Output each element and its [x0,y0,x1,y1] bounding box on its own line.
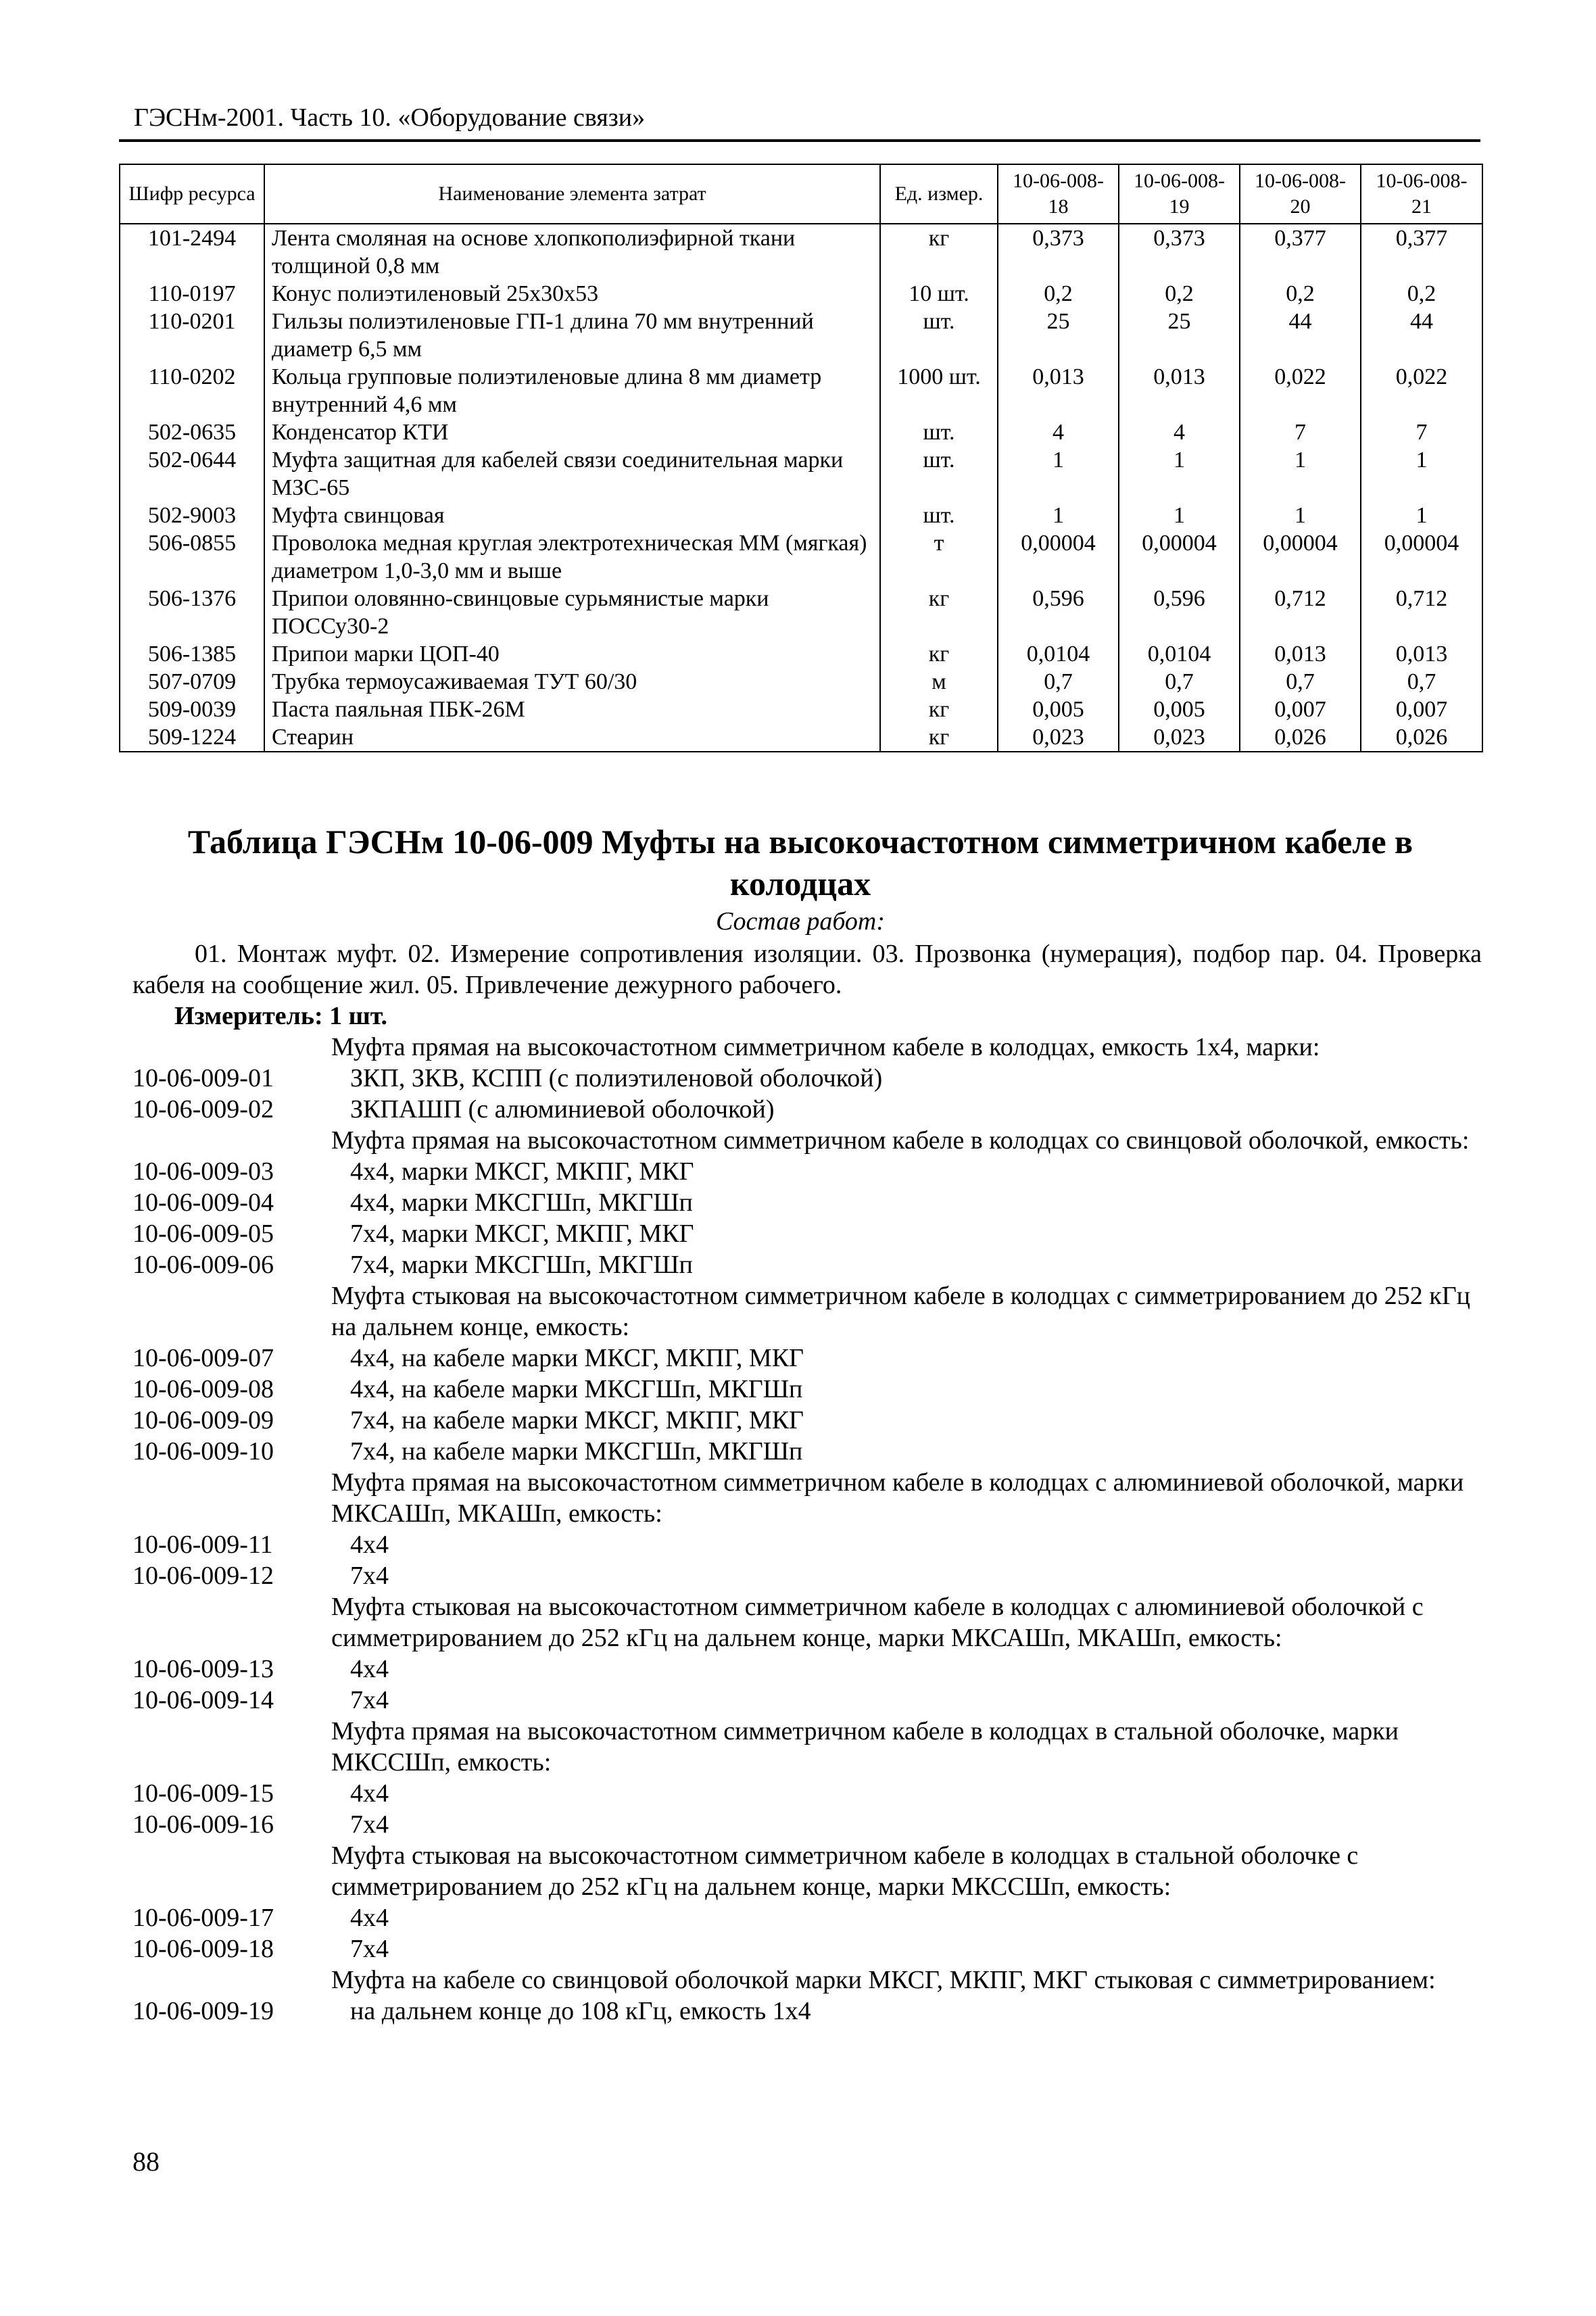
cell-v2: 0,0104 [1119,640,1240,668]
cell-v3: 0,00004 [1240,529,1361,585]
cell-v2: 0,023 [1119,723,1240,752]
cell-v1: 0,2 [998,280,1119,308]
entry-text: 7х4, марки МКСГШп, МКГШп [350,1251,693,1279]
entry-text: 4х4 [350,1779,389,1808]
cell-unit: 10 шт. [880,280,998,308]
entry-item [132,1249,1482,1280]
entry-item [132,1094,1482,1125]
cell-unit: шт. [880,418,998,446]
resource-table [119,164,1483,752]
cell-code: 110-0201 [120,308,264,363]
cell-v2: 0,013 [1119,363,1240,418]
column-header-v1: 10-06-008-18 [998,164,1119,224]
cell-v4: 1 [1361,502,1482,529]
entry-heading: Муфта стыковая на высокочастотном симметричном кабеле в колодцах в стальной оболочке с симметрированием до 252 кГц на дальнем конце, марки МКССШп, емкость: [331,1841,1359,1901]
column-header-v4: 10-06-008-21 [1361,164,1482,224]
entry-text: 7х4, на кабеле марки МКСГ, МКПГ, МКГ [350,1406,804,1434]
cell-v3: 44 [1240,308,1361,363]
entry-code: 10-06-009-16 [132,1810,274,1839]
entry-item [132,1218,1482,1249]
cell-v3: 1 [1240,446,1361,502]
cell-v4: 0,026 [1361,723,1482,752]
cell-unit: шт. [880,446,998,502]
column-header-v2: 10-06-008-19 [1119,164,1240,224]
column-header-v3: 10-06-008-20 [1240,164,1361,224]
entry-text: 7х4 [350,1686,389,1714]
entry-code: 10-06-009-07 [132,1344,274,1372]
cell-code: 502-0644 [120,446,264,502]
entry-code: 10-06-009-13 [132,1655,274,1683]
cell-name: Припои марки ЦОП-40 [264,640,880,668]
table-row [120,696,1482,723]
cell-code: 509-0039 [120,696,264,723]
entry-text: 7х4 [350,1562,389,1590]
entry-text: 7х4 [350,1935,389,1963]
entry-text: 4х4, марки МКСГ, МКПГ, МКГ [350,1157,694,1186]
cell-v2: 1 [1119,446,1240,502]
cell-unit: т [880,529,998,585]
cell-unit: кг [880,585,998,640]
cell-name: Паста паяльная ПБК-26М [264,696,880,723]
cell-unit: шт. [880,308,998,363]
entry-code: 10-06-009-02 [132,1095,274,1124]
meter-label [174,1000,387,1032]
cell-code: 502-0635 [120,418,264,446]
cell-v4: 0,712 [1361,585,1482,640]
cell-v2: 1 [1119,502,1240,529]
entry-text: 4х4, на кабеле марки МКСГ, МКПГ, МКГ [350,1344,804,1372]
cell-v1: 0,005 [998,696,1119,723]
entry-code: 10-06-009-01 [132,1064,274,1092]
cell-code: 506-0855 [120,529,264,585]
entry-item [132,1902,1482,1933]
entry-item [132,1436,1482,1467]
cell-v4: 0,7 [1361,668,1482,696]
entry-code: 10-06-009-08 [132,1375,274,1403]
table-row [120,585,1482,640]
column-header-code: Шифр ресурса [120,164,264,224]
cell-v2: 0,7 [1119,668,1240,696]
entry-code: 10-06-009-12 [132,1562,274,1590]
cell-name: Припои оловянно-свинцовые сурьмянистые марки ПОССу30-2 [264,585,880,640]
cell-unit: м [880,668,998,696]
entry-text: 7х4, марки МКСГ, МКПГ, МКГ [350,1220,694,1248]
cell-code: 110-0202 [120,363,264,418]
cell-code: 506-1376 [120,585,264,640]
entry-item [132,1374,1482,1405]
cell-v1: 1 [998,502,1119,529]
cell-unit: 1000 шт. [880,363,998,418]
table-row [120,280,1482,308]
entry-code: 10-06-009-09 [132,1406,274,1434]
cell-name: Конденсатор КТИ [264,418,880,446]
entry-text: ЗКПАШП (с алюминиевой оболочкой) [350,1095,775,1124]
cell-name: Гильзы полиэтиленовые ГП-1 длина 70 мм внутренний диаметр 6,5 мм [264,308,880,363]
cell-v3: 0,377 [1240,224,1361,280]
cell-name: Стеарин [264,723,880,752]
cell-v2: 0,596 [1119,585,1240,640]
table-row [120,529,1482,585]
entry-text: ЗКП, ЗКВ, КСПП (с полиэтиленовой оболочкой) [350,1064,883,1092]
cell-v4: 0,013 [1361,640,1482,668]
cell-unit: кг [880,696,998,723]
entry-item [132,1529,1482,1560]
header-rule [119,139,1480,142]
composition-label: Состав работ: [715,907,886,936]
page-header: ГЭСНм-2001. Часть 10. «Оборудование связи» [134,103,646,132]
table-header-row [120,164,1482,224]
entry-code: 10-06-009-17 [132,1904,274,1932]
cell-v2: 0,005 [1119,696,1240,723]
entry-heading: Муфта стыковая на высокочастотном симметричном кабеле в колодцах с симметрированием до 252 кГц на дальнем конце, емкость: [331,1282,1471,1341]
column-header-unit: Ед. измер. [880,164,998,224]
cell-v3: 0,2 [1240,280,1361,308]
table-row [120,446,1482,502]
cell-v4: 44 [1361,308,1482,363]
entry-item [132,1654,1482,1685]
entry-item [132,1343,1482,1374]
page-number: 88 [132,2146,160,2177]
cell-v2: 4 [1119,418,1240,446]
cell-code: 101-2494 [120,224,264,280]
cell-v1: 0,373 [998,224,1119,280]
cell-v3: 0,7 [1240,668,1361,696]
cell-v1: 0,013 [998,363,1119,418]
cell-unit: кг [880,723,998,752]
cell-unit: шт. [880,502,998,529]
cell-v3: 0,013 [1240,640,1361,668]
cell-name: Муфта защитная для кабелей связи соединительная марки МЗС-65 [264,446,880,502]
cell-v1: 25 [998,308,1119,363]
entry-text: 4х4, на кабеле марки МКСГШп, МКГШп [350,1375,803,1403]
entry-heading: Муфта на кабеле со свинцовой оболочкой марки МКСГ, МКПГ, МКГ стыковая с симметрированием: [331,1966,1436,1994]
table-row [120,224,1482,280]
meter-label-text: Измеритель: 1 шт. [174,1002,388,1030]
cell-name: Муфта свинцовая [264,502,880,529]
entry-code: 10-06-009-11 [132,1530,273,1559]
entry-item [132,1996,1482,2027]
entry-item [132,1685,1482,1716]
cell-code: 506-1385 [120,640,264,668]
cell-v1: 0,0104 [998,640,1119,668]
entry-item [132,1778,1482,1809]
composition-text: 01. Монтаж муфт. 02. Измерение сопротивления изоляции. 03. Прозвонка (нумерация), подбор пар. 04. Проверка кабеля на сообщение жил. 05. Привлечение дежурного рабочего. [132,940,1482,999]
cell-name: Конус полиэтиленовый 25х30х53 [264,280,880,308]
entry-item [132,1187,1482,1218]
cell-v1: 1 [998,446,1119,502]
cell-code: 507-0709 [120,668,264,696]
cell-v4: 0,00004 [1361,529,1482,585]
cell-name: Кольца групповые полиэтиленовые длина 8 мм диаметр внутренний 4,6 мм [264,363,880,418]
table-row [120,502,1482,529]
entry-code: 10-06-009-19 [132,1997,274,2025]
entry-code: 10-06-009-06 [132,1251,274,1279]
entry-text: 7х4, на кабеле марки МКСГШп, МКГШп [350,1437,803,1466]
entry-heading: Муфта прямая на высокочастотном симметричном кабеле в колодцах, емкость 1х4, марки: [331,1033,1320,1061]
cell-v4: 7 [1361,418,1482,446]
cell-v2: 25 [1119,308,1240,363]
table-row [120,363,1482,418]
entry-item [132,1405,1482,1436]
cell-v1: 0,596 [998,585,1119,640]
entry-heading: Муфта стыковая на высокочастотном симметричном кабеле в колодцах с алюминиевой оболочкой с симметрированием до 252 кГц на дальнем конце, марки МКСАШп, МКАШп, емкость: [331,1593,1424,1652]
entry-item [132,1933,1482,1964]
cell-v2: 0,2 [1119,280,1240,308]
entry-heading: Муфта прямая на высокочастотном симметричном кабеле в колодцах со свинцовой оболочкой, емкость: [331,1126,1470,1155]
entry-heading: Муфта прямая на высокочастотном симметричном кабеле в колодцах в стальной оболочке, марки МКССШп, емкость: [331,1717,1399,1777]
cell-v1: 4 [998,418,1119,446]
cell-name: Лента смоляная на основе хлопкополиэфирной ткани толщиной 0,8 мм [264,224,880,280]
cell-v4: 0,007 [1361,696,1482,723]
entry-code: 10-06-009-05 [132,1220,274,1248]
cell-code: 502-9003 [120,502,264,529]
cell-v3: 0,022 [1240,363,1361,418]
entry-code: 10-06-009-15 [132,1779,274,1808]
cell-v1: 0,00004 [998,529,1119,585]
cell-v2: 0,00004 [1119,529,1240,585]
cell-v4: 0,377 [1361,224,1482,280]
entry-text: 4х4 [350,1655,389,1683]
entry-text: 4х4 [350,1904,389,1932]
cell-v3: 0,007 [1240,696,1361,723]
cell-name: Трубка термоусаживаемая ТУТ 60/30 [264,668,880,696]
table-row [120,418,1482,446]
entry-heading: Муфта прямая на высокочастотном симметричном кабеле в колодцах с алюминиевой оболочкой, марки МКСАШп, МКАШп, емкость: [331,1468,1464,1528]
table-body [120,224,1482,752]
cell-code: 509-1224 [120,723,264,752]
entry-text: 4х4 [350,1530,389,1559]
cell-v1: 0,7 [998,668,1119,696]
table-row [120,668,1482,696]
column-header-name: Наименование элемента затрат [264,164,880,224]
entry-code: 10-06-009-04 [132,1188,274,1217]
section-title: Таблица ГЭСНм 10-06-009 Муфты на высокочастотном симметричном кабеле в колодцах [187,823,1413,902]
entry-code: 10-06-009-14 [132,1686,274,1714]
entry-text: на дальнем конце до 108 кГц, емкость 1х4 [350,1997,811,2025]
cell-v1: 0,023 [998,723,1119,752]
cell-v3: 1 [1240,502,1361,529]
cell-v2: 0,373 [1119,224,1240,280]
entry-text: 4х4, марки МКСГШп, МКГШп [350,1188,693,1217]
cell-code: 110-0197 [120,280,264,308]
table-row [120,308,1482,363]
entry-code: 10-06-009-03 [132,1157,274,1186]
cell-v3: 7 [1240,418,1361,446]
entry-item [132,1063,1482,1094]
entry-code: 10-06-009-18 [132,1935,274,1963]
cell-unit: кг [880,224,998,280]
entry-text: 7х4 [350,1810,389,1839]
entry-item [132,1156,1482,1187]
entry-code: 10-06-009-10 [132,1437,274,1466]
cell-v4: 0,022 [1361,363,1482,418]
cell-unit: кг [880,640,998,668]
cell-name: Проволока медная круглая электротехническая ММ (мягкая) диаметром 1,0-3,0 мм и выше [264,529,880,585]
cell-v3: 0,026 [1240,723,1361,752]
cell-v3: 0,712 [1240,585,1361,640]
entry-item [132,1809,1482,1840]
table-row [120,640,1482,668]
cell-v4: 0,2 [1361,280,1482,308]
cell-v4: 1 [1361,446,1482,502]
norm-entries [132,1032,1482,2027]
table-row [120,723,1482,752]
entry-item [132,1560,1482,1591]
